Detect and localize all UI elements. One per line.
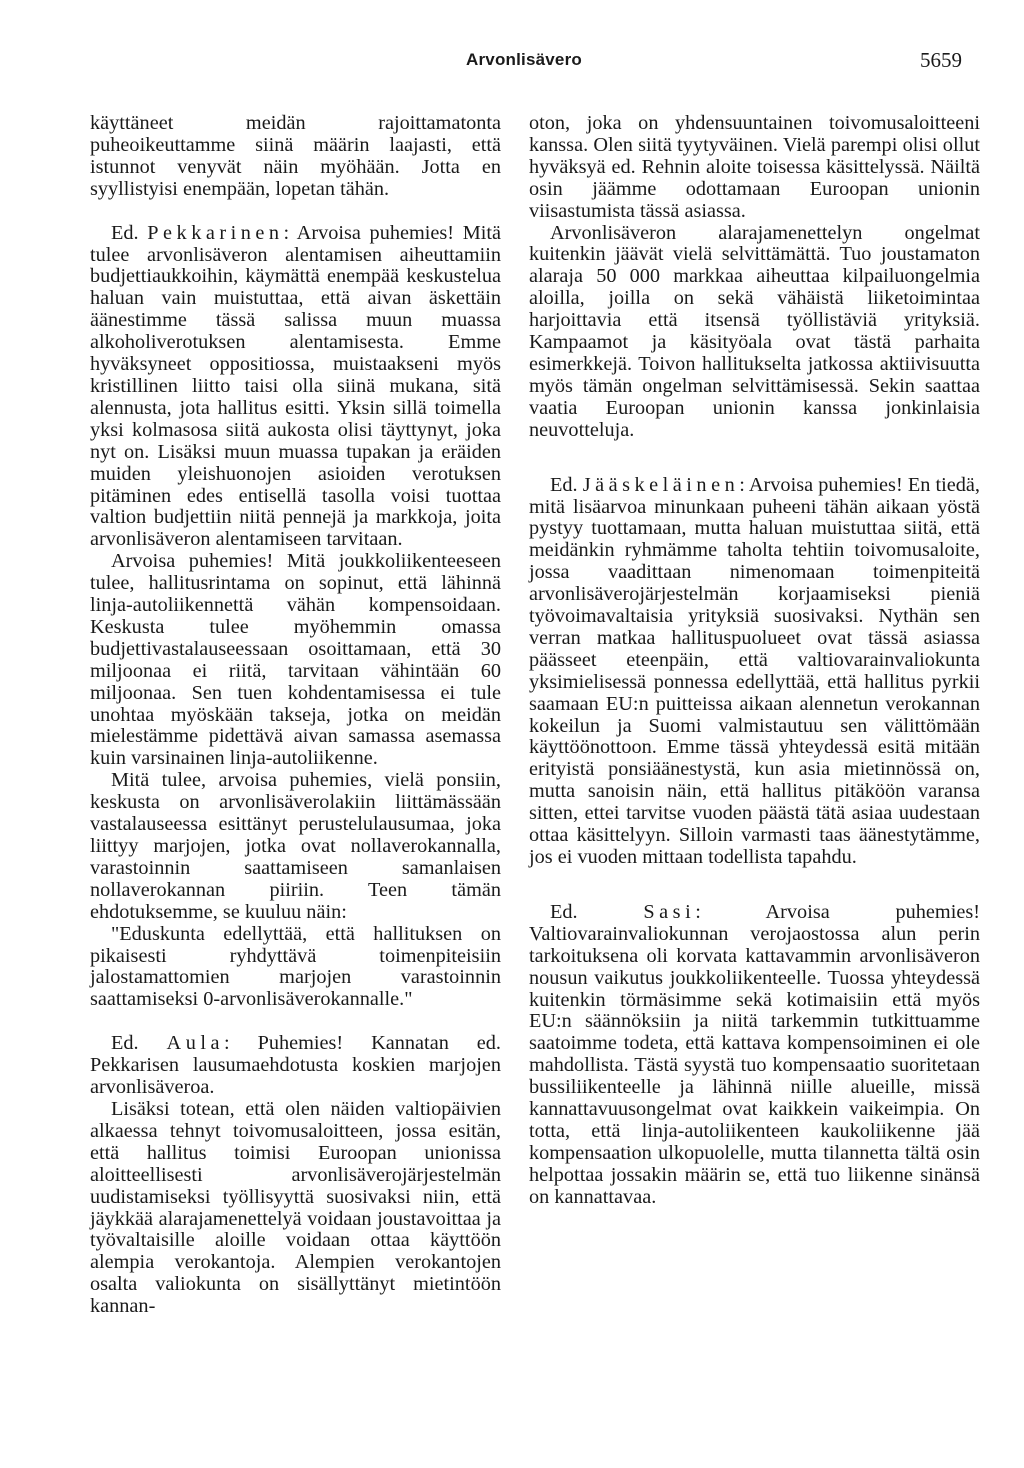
speech-aula bbox=[90, 1033, 501, 1099]
speaker-name: Aula bbox=[166, 1032, 224, 1055]
right-column bbox=[529, 113, 980, 1209]
paragraph: Mitä tulee, arvoisa puhemies, vielä ponsiin, keskusta on arvonlisäverolakiin liittämässään vastalauseessa esittänyt perustelulausumaa, joka liittyy marjojen, jotka ovat nollaverokannalla, varastoinnin saattamiseen samanlaisen nollaverokannan piiriin. Teen tämän ehdotuksemme, se kuuluu näin: bbox=[90, 769, 501, 923]
speech-text: : Arvoisa puhemies! Mitä tulee arvonlisäveron alentamisen aiheuttamiin budjettiaukkoihin, käymättä enempää keskustelua haluan vain muistuttaa, että aivan äskettäin äänestimme tässä salissa muun muassa alkoholiverotuksen alentamisesta. Emme hyväksyneet oppositiossa, muistaakseni myös kristillinen liitto taisi olla siinä mukana, sitä alennusta, jota hallitus esitti. Yksin sillä toimella yksi kolmasosa siitä aukosta olisi täyttynyt, joka nyt on. Lisäksi muun muassa tupakan ja eräiden muiden yleishuonojen asioiden verotuksen pitäminen edes entisellä tasolla voisi tuottaa valtion budjettiin niitä pennejä ja markkoja, joita arvonlisäveron alentamiseen tarvitaan. bbox=[90, 221, 501, 551]
paragraph: Arvonlisäveron alarajamenettelyn ongelmat kuitenkin jäävät vielä selvittämättä. Tuo joustamaton alaraja 50 000 markkaa aiheuttaa kilpailuongelmia aloilla, joilla on sekä vähäistä liiketoimintaa harjoittavia että itsensä työllistäviä yrityksiä. Kampaamot ja käsityöala ovat tästä parhaita esimerkkejä. Toivon hallitukselta jatkossa aktiivisuutta myös tämän ongelman selvittämisessä. Sekin saattaa vaatia Euroopan unionin kanssa jonkinlaisia neuvotteluja. bbox=[529, 221, 980, 441]
speaker-name: Sasi bbox=[643, 900, 696, 923]
speaker-title: Ed. bbox=[550, 473, 583, 496]
speaker-title: Ed. bbox=[111, 221, 148, 244]
speaker-name: Pekkarinen bbox=[147, 221, 284, 244]
speaker-title: Ed. bbox=[111, 1032, 167, 1055]
paragraph: Arvoisa puhemies! Mitä joukkoliikenteeseen tulee, hallitusrintama on sopinut, että lähinnä linja-autoliikennettä vähän kompensoidaan. Keskusta tulee myöhemmin omassa budjettivastalauseessaan osoittamaan, että 30 miljoonaa ei riitä, tarvitaan vähintään 60 miljoonaa. Sen tuen kohdentamisessa ei tule unohtaa myöskään takseja, jotka on meidän mielestämme pidettävä aivan samassa asemassa kuin varsinainen linja-autoliikenne. bbox=[90, 550, 501, 770]
speech-jaaskelainen bbox=[529, 475, 980, 869]
paragraph: käyttäneet meidän rajoittamatonta puheoikeuttamme siinä määrin laajasti, että istunnot venyvät näin myöhään. Jotta en syyllistyisi enempään, lopetan tähän. bbox=[90, 112, 501, 200]
paragraph: Lisäksi totean, että olen näiden valtiopäivien alkaessa tehnyt toivomusaloitteen, jossa esitän, että hallitus toimisi Euroopan unionissa aloitteellisesti arvonlisäverojärjestelmän uudistamiseksi työllisyyttä suosivaksi niin, että jäykkää alarajamenettelyä voidaan joustavoittaa ja työvaltaisille aloille voidaan ottaa käyttöön alempia verokantoja. Alempien verokantojen osalta valiokunta on sisällyttänyt mietintöön kannan- bbox=[90, 1097, 501, 1318]
motion-quote: "Eduskunta edellyttää, että hallituksen on pikaisesti ryhdyttävä toimenpiteisiin jalostamattomien marjojen varastoinnin saattamiseksi 0-arvonlisäverokannalle." bbox=[90, 922, 501, 1011]
speech-sasi bbox=[529, 902, 980, 1209]
page-number: 5659 bbox=[920, 48, 962, 72]
speaker-title: Ed. bbox=[550, 900, 644, 923]
speaker-name: Jääskeläinen bbox=[582, 473, 740, 496]
page-header bbox=[0, 48, 1024, 78]
paragraph: oton, joka on yhdensuuntainen toivomusaloitteeni kanssa. Olen siitä tyytyväinen. Vielä parempi olisi ollut hyväksyä ed. Rehnin aloite toisessa käsittelyssä. Näiltä osin jäämme odottamaan Euroopan unionin viisastumista tässä asiassa. bbox=[529, 112, 980, 222]
left-column bbox=[90, 113, 501, 1318]
speech-text: : Puhemies! Kannatan ed. Pekkarisen lausumaehdotusta koskien marjojen arvonlisäveroa. bbox=[90, 1032, 501, 1099]
speech-pekkarinen bbox=[90, 223, 501, 552]
speech-text: : Arvoisa puhemies! En tiedä, mitä lisäarvoa minunkaan puheeni tähän aikaan yöstä pystyy tuottamaan, mutta haluan muistuttaa siitä, että meidänkin ryhmämme taholta tehtiin toivomusaloite, jossa vaadittaan nimenomaan toimenpiteitä arvonlisäverojärjestelmän korjaamiseksi pieniä työvoimavaltaisia yrityksiä suosivaksi. Nythän sen verran matkaa hallituspuolueet ovat tässä asiassa päässeet eteenpäin, että valtiovarainvaliokunta yksimielisessä ponnessa edellyttää, että hallitus pyrkii saamaan EU:n puitteissa aikaan alennetun verokannan kokeilun ja Suomi valmistautuu sen välittömään käyttöönottoon. Emme tässä yhteydessä esitä mitään erityistä ponsiäänestystä, kun asia mietinnössä on, mutta sanoisin näin, että hallitus pitäköön varansa sitten, ettei tarvitse vuoden päästä tätä asiaa uudestaan ottaa käsittelyyn. Silloin varmasti taas äänestytämme, jos ei vuoden mittaan todellista tapahdu. bbox=[529, 473, 980, 868]
speech-text: : Arvoisa puhemies! Valtiovarainvaliokunnan verojaostossa alun perin tarkoituksena oli korvata kattavammin arvonlisäveron nousun vaikutus joukkoliikenteelle. Tuossa yhteydessä kuitenkin törmäsimme sekä kotimaisiin että myös EU:n säännöksiin ja niitä tarkemmin tutkittuamme saatoimme todeta, että kattava kompensoiminen ei ole mahdollista. Tästä syystä tuo kompensaatio suoritetaan bussiliikenteelle ja lähinnä niille alueille, missä kannattavuusongelmat ovat kaikkein vaikeimpia. On totta, että linja-autoliikenteen kaukoliikenne jää kompensaation ulkopuolelle, mutta tilannetta tältä osin helpottaa jossakin määrin se, että tuo liikenne sinänsä on kannattavaa. bbox=[529, 900, 980, 1208]
running-title: Arvonlisävero bbox=[466, 50, 582, 69]
